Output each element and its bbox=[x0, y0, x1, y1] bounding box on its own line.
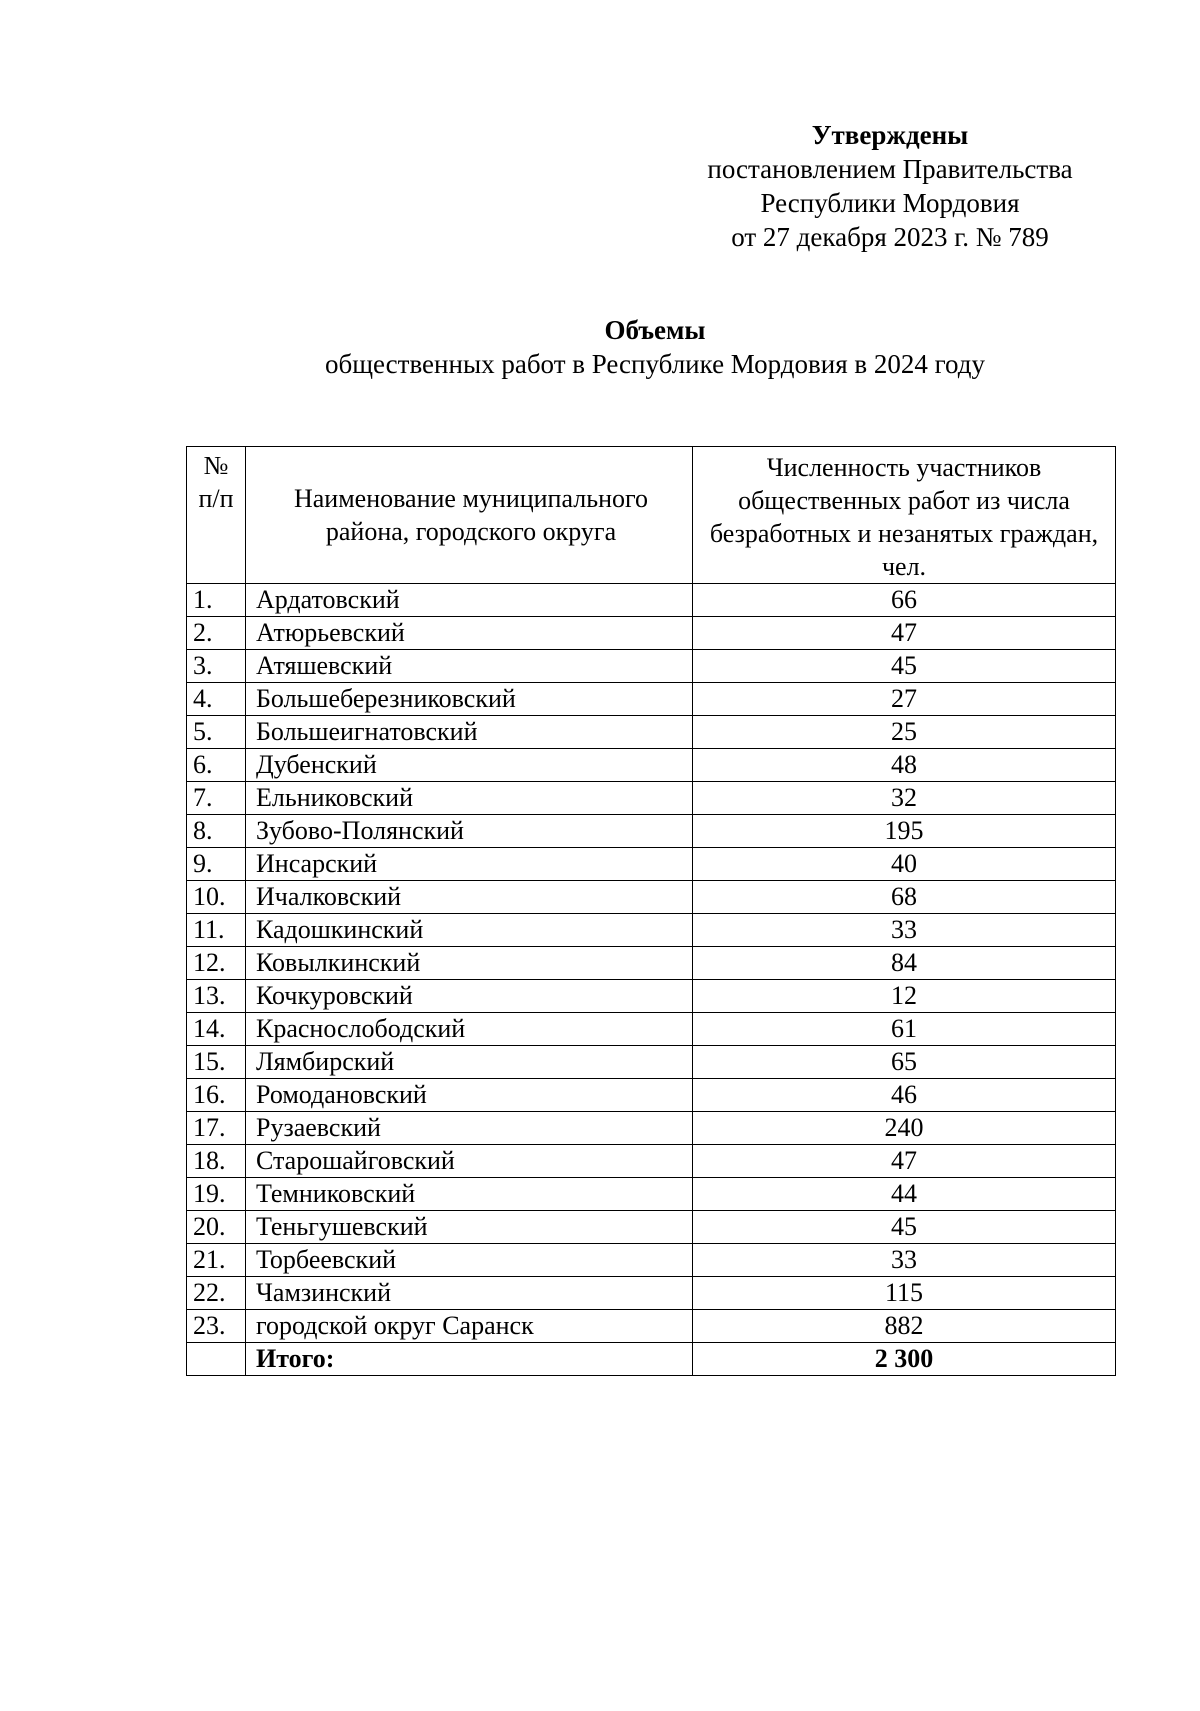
header-name: Наименование муниципального района, городского округа bbox=[246, 447, 693, 584]
table-row bbox=[187, 782, 1116, 815]
row-count: 240 bbox=[693, 1112, 1116, 1145]
row-name: городской округ Саранск bbox=[246, 1310, 693, 1343]
table-row bbox=[187, 1310, 1116, 1343]
header-count: Численность участников общественных работ из числа безработных и незанятых граждан, чел. bbox=[693, 447, 1116, 584]
row-count: 32 bbox=[693, 782, 1116, 815]
row-count: 33 bbox=[693, 1244, 1116, 1277]
row-num: 23. bbox=[187, 1310, 246, 1343]
approval-line-2: Республики Мордовия bbox=[760, 188, 1020, 218]
row-num: 17. bbox=[187, 1112, 246, 1145]
table-row bbox=[187, 980, 1116, 1013]
row-count: 46 bbox=[693, 1079, 1116, 1112]
table-row bbox=[187, 1013, 1116, 1046]
row-num: 12. bbox=[187, 947, 246, 980]
row-name: Теньгушевский bbox=[246, 1211, 693, 1244]
row-count: 68 bbox=[693, 881, 1116, 914]
row-name: Ковылкинский bbox=[246, 947, 693, 980]
row-name: Кочкуровский bbox=[246, 980, 693, 1013]
row-count: 44 bbox=[693, 1178, 1116, 1211]
row-num: 2. bbox=[187, 617, 246, 650]
row-num: 16. bbox=[187, 1079, 246, 1112]
row-num: 4. bbox=[187, 683, 246, 716]
row-name: Ромодановский bbox=[246, 1079, 693, 1112]
row-count: 47 bbox=[693, 617, 1116, 650]
row-name: Рузаевский bbox=[246, 1112, 693, 1145]
table-row bbox=[187, 815, 1116, 848]
row-num: 11. bbox=[187, 914, 246, 947]
row-count: 40 bbox=[693, 848, 1116, 881]
row-count: 25 bbox=[693, 716, 1116, 749]
table-row bbox=[187, 947, 1116, 980]
row-count: 61 bbox=[693, 1013, 1116, 1046]
row-name: Атюрьевский bbox=[246, 617, 693, 650]
total-count: 2 300 bbox=[693, 1343, 1116, 1376]
table-row bbox=[187, 1112, 1116, 1145]
row-name: Лямбирский bbox=[246, 1046, 693, 1079]
total-num-cell bbox=[187, 1343, 246, 1376]
table-row bbox=[187, 683, 1116, 716]
table-row bbox=[187, 1178, 1116, 1211]
approval-block bbox=[660, 118, 1120, 254]
table-row bbox=[187, 1145, 1116, 1178]
table-row bbox=[187, 650, 1116, 683]
table-row bbox=[187, 1211, 1116, 1244]
row-num: 21. bbox=[187, 1244, 246, 1277]
row-num: 19. bbox=[187, 1178, 246, 1211]
row-num: 3. bbox=[187, 650, 246, 683]
row-num: 13. bbox=[187, 980, 246, 1013]
row-count: 47 bbox=[693, 1145, 1116, 1178]
row-num: 7. bbox=[187, 782, 246, 815]
document-title bbox=[0, 313, 1200, 381]
row-name: Темниковский bbox=[246, 1178, 693, 1211]
total-row bbox=[187, 1343, 1116, 1376]
row-name: Атяшевский bbox=[246, 650, 693, 683]
row-count: 84 bbox=[693, 947, 1116, 980]
row-name: Ичалковский bbox=[246, 881, 693, 914]
title-subtitle: общественных работ в Республике Мордовия в 2024 году bbox=[325, 349, 985, 379]
row-count: 48 bbox=[693, 749, 1116, 782]
row-count: 45 bbox=[693, 1211, 1116, 1244]
row-name: Дубенский bbox=[246, 749, 693, 782]
row-count: 33 bbox=[693, 914, 1116, 947]
row-num: 1. bbox=[187, 584, 246, 617]
table-row bbox=[187, 617, 1116, 650]
approval-line-1: постановлением Правительства bbox=[707, 154, 1073, 184]
total-label: Итого: bbox=[246, 1343, 693, 1376]
row-count: 45 bbox=[693, 650, 1116, 683]
table-row bbox=[187, 848, 1116, 881]
row-name: Чамзинский bbox=[246, 1277, 693, 1310]
table-body bbox=[187, 584, 1116, 1343]
approval-line-3: от 27 декабря 2023 г. № 789 bbox=[731, 222, 1049, 252]
table-row bbox=[187, 1244, 1116, 1277]
table-row bbox=[187, 716, 1116, 749]
table-header-row bbox=[187, 447, 1116, 584]
table-row bbox=[187, 914, 1116, 947]
row-num: 20. bbox=[187, 1211, 246, 1244]
row-count: 66 bbox=[693, 584, 1116, 617]
header-num: № п/п bbox=[187, 447, 246, 584]
row-name: Большеберезниковский bbox=[246, 683, 693, 716]
row-name: Большеигнатовский bbox=[246, 716, 693, 749]
table-row bbox=[187, 1277, 1116, 1310]
row-num: 22. bbox=[187, 1277, 246, 1310]
row-name: Инсарский bbox=[246, 848, 693, 881]
row-num: 10. bbox=[187, 881, 246, 914]
table-row bbox=[187, 1079, 1116, 1112]
row-name: Кадошкинский bbox=[246, 914, 693, 947]
row-num: 9. bbox=[187, 848, 246, 881]
table-row bbox=[187, 1046, 1116, 1079]
table-row bbox=[187, 584, 1116, 617]
table-row bbox=[187, 749, 1116, 782]
row-num: 8. bbox=[187, 815, 246, 848]
row-count: 65 bbox=[693, 1046, 1116, 1079]
row-name: Краснослободский bbox=[246, 1013, 693, 1046]
row-count: 27 bbox=[693, 683, 1116, 716]
row-count: 12 bbox=[693, 980, 1116, 1013]
row-count: 882 bbox=[693, 1310, 1116, 1343]
title-heading: Объемы bbox=[604, 315, 706, 345]
public-works-table bbox=[186, 446, 1116, 1376]
row-name: Ардатовский bbox=[246, 584, 693, 617]
row-count: 195 bbox=[693, 815, 1116, 848]
row-num: 14. bbox=[187, 1013, 246, 1046]
row-name: Торбеевский bbox=[246, 1244, 693, 1277]
row-num: 15. bbox=[187, 1046, 246, 1079]
row-name: Ельниковский bbox=[246, 782, 693, 815]
row-num: 5. bbox=[187, 716, 246, 749]
approval-heading: Утверждены bbox=[811, 120, 969, 150]
row-num: 18. bbox=[187, 1145, 246, 1178]
row-name: Зубово-Полянский bbox=[246, 815, 693, 848]
table-row bbox=[187, 881, 1116, 914]
row-name: Старошайговский bbox=[246, 1145, 693, 1178]
row-num: 6. bbox=[187, 749, 246, 782]
row-count: 115 bbox=[693, 1277, 1116, 1310]
